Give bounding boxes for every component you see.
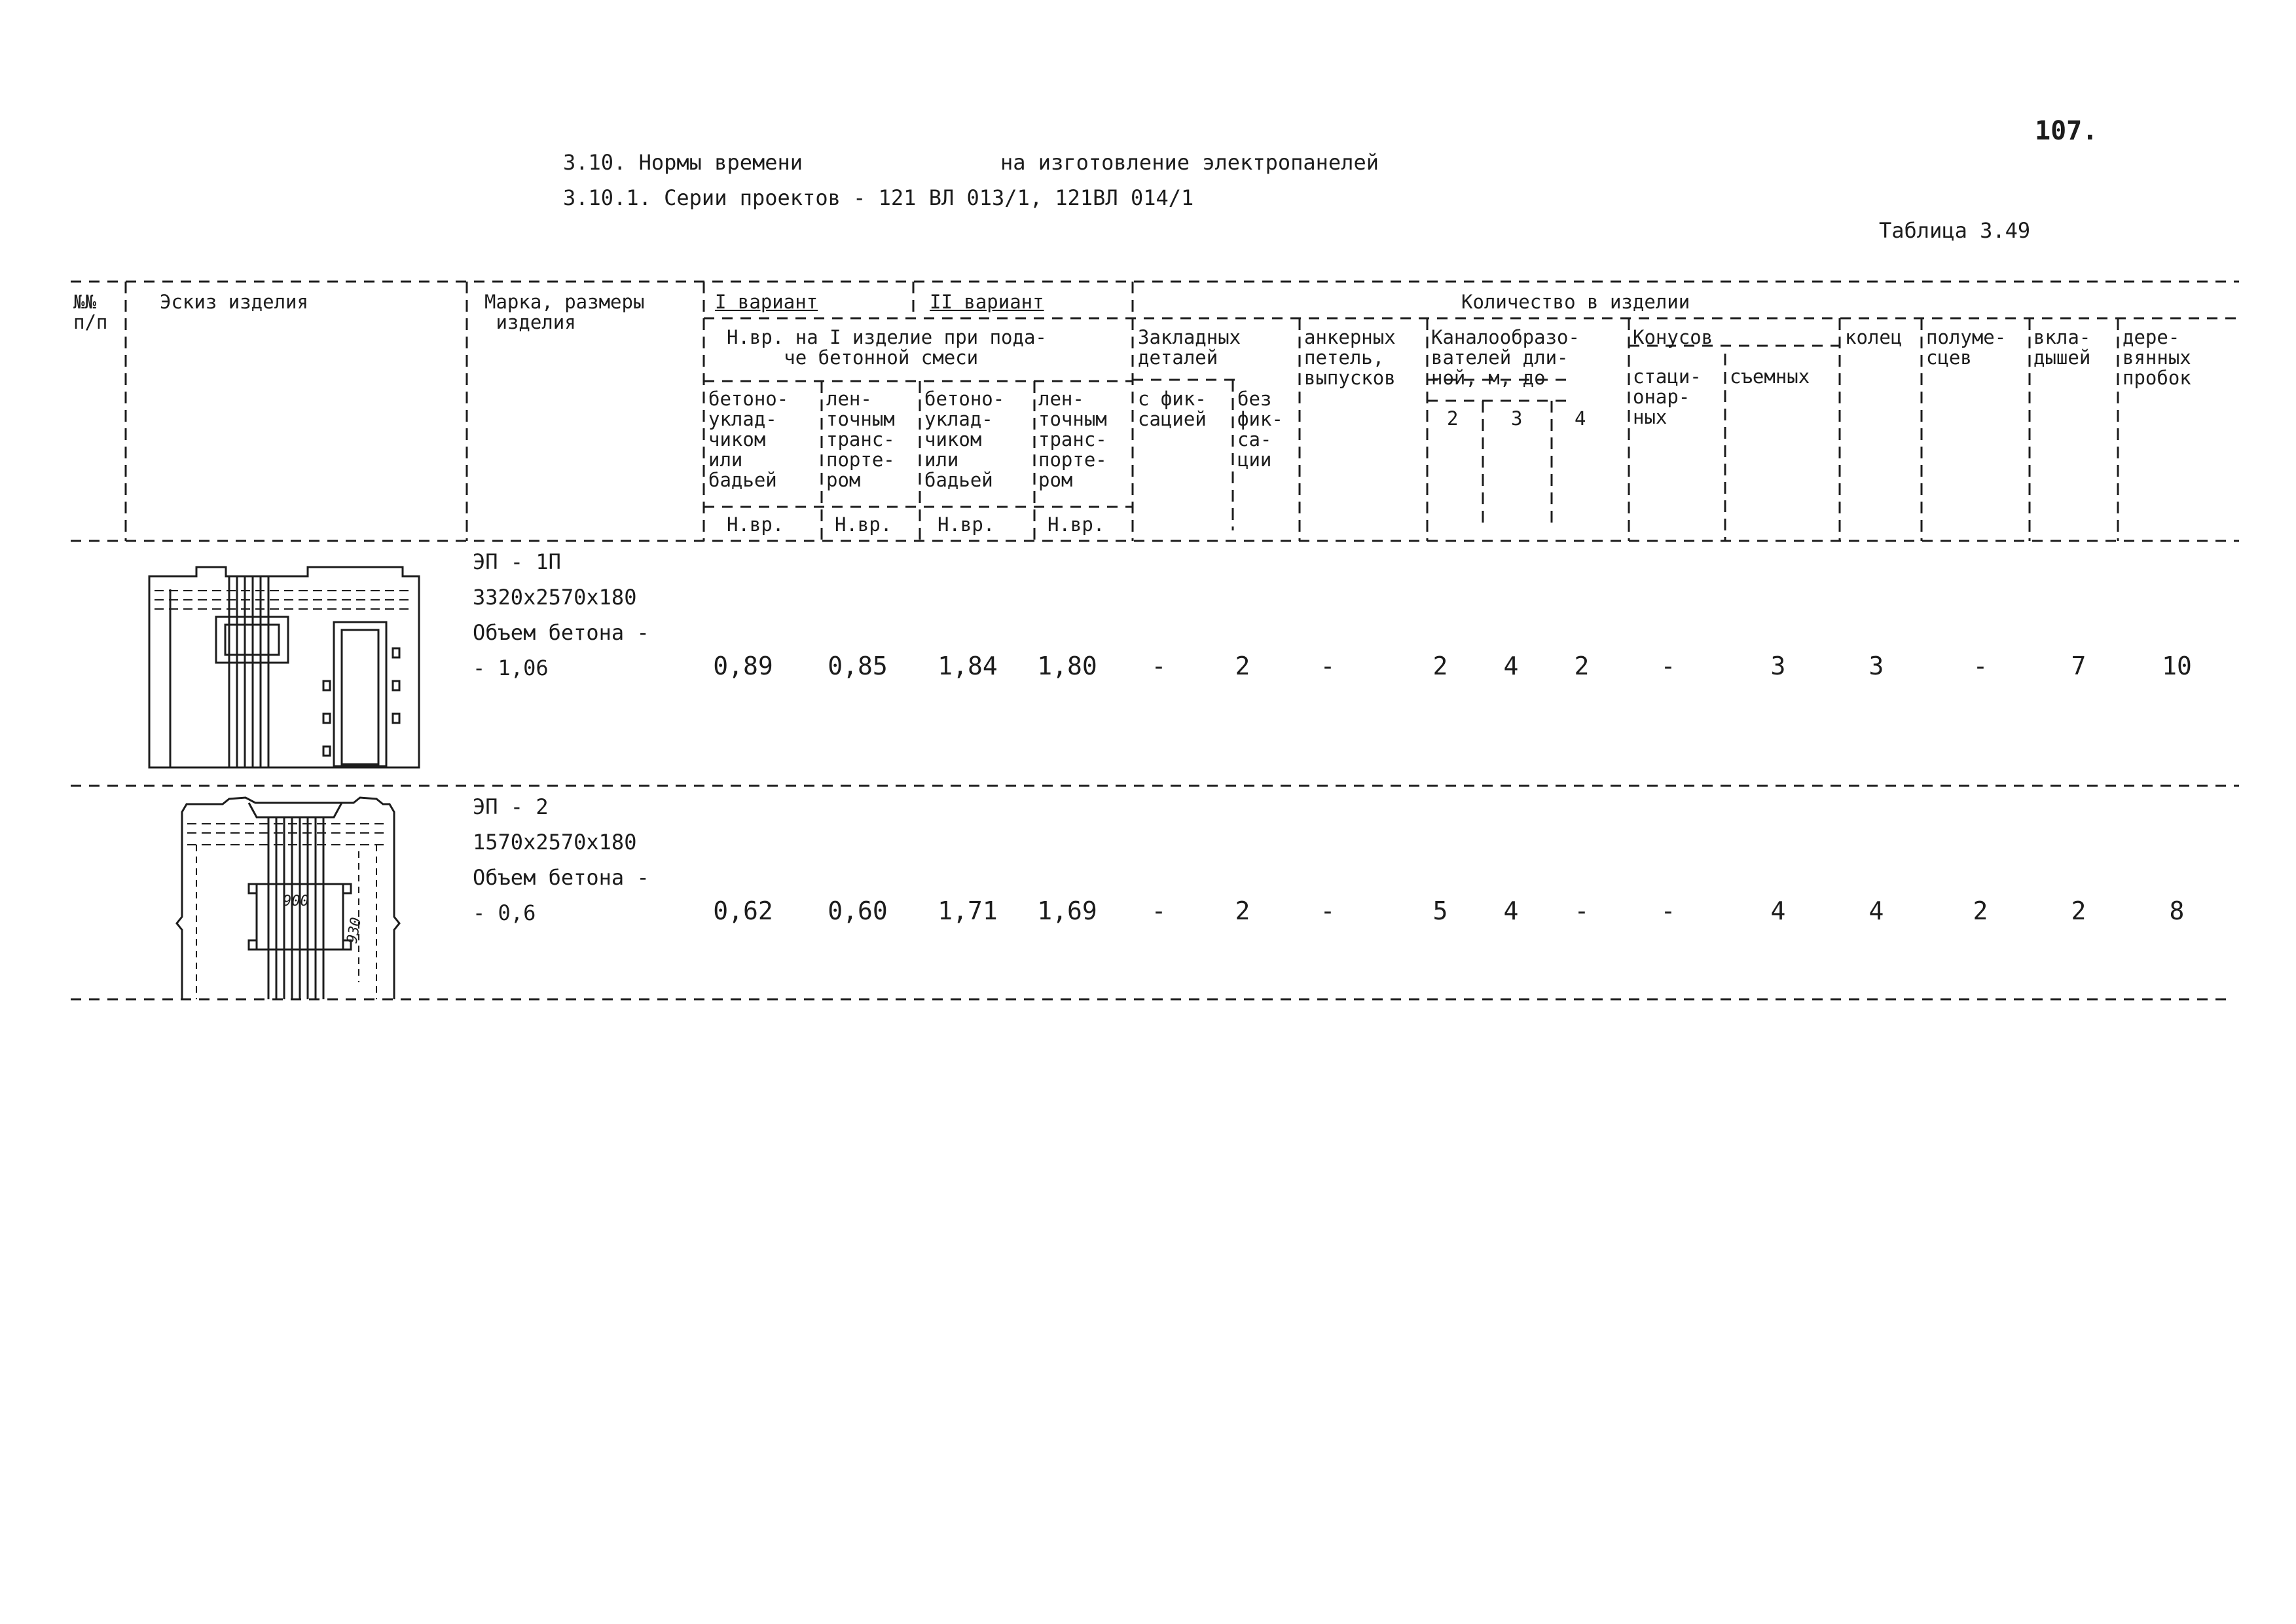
row2-with-fixation: -	[1151, 896, 1167, 925]
header-variant-2: II вариант	[930, 291, 1044, 313]
row1-anchor-loops: -	[1320, 652, 1336, 680]
header-cones: Конусов	[1633, 326, 1713, 348]
header-without-fixation: без фик- са- ции	[1237, 388, 1283, 471]
row2-cones-removable: 4	[1770, 896, 1786, 925]
row2-inserts: 2	[2071, 896, 2086, 925]
row2-semi-sleeves: 2	[1973, 896, 1988, 925]
header-norm-time: Н.вр. на I изделие при пода- че бетонной смеси	[727, 326, 1047, 369]
header-sketch: Эскиз изделия	[160, 291, 308, 313]
header-num: №№ п/п	[73, 291, 108, 333]
header-cones-removable: съемных	[1730, 365, 1810, 388]
header-variant-1: I вариант	[715, 291, 818, 313]
row1-wood-plugs: 10	[2162, 652, 2192, 680]
row2-rings: 4	[1868, 896, 1884, 925]
row2-mark: ЭП - 2	[473, 794, 549, 819]
row2-v2-belt-nvr: 1,69	[1037, 896, 1097, 925]
row1-mark: ЭП - 1П	[473, 549, 561, 574]
title-line1-left: 3.10. Нормы времени	[563, 150, 803, 175]
header-inserts: вкла- дышей	[2033, 326, 2091, 369]
row1-cones-stationary: -	[1660, 652, 1676, 680]
header-quantity: Количество в изделии	[1461, 291, 1690, 313]
row1-v1-concrete-layer-nvr: 0,89	[713, 652, 773, 680]
header-v1-belt-conveyor: лен- точным транс- порте- ром	[826, 388, 895, 491]
header-embedded: Закладных деталей	[1138, 326, 1241, 369]
title-line1-right: на изготовление электропанелей	[1000, 150, 1379, 175]
row2-size: 1570x2570x180	[473, 830, 637, 855]
row2-v1-concrete-layer-nvr: 0,62	[713, 896, 773, 925]
row1-channel-2m: 2	[1432, 652, 1448, 680]
row2-cones-stationary: -	[1660, 896, 1676, 925]
row2-v1-belt-nvr: 0,60	[828, 896, 888, 925]
header-v2-belt-conveyor: лен- точным транс- порте- ром	[1038, 388, 1107, 491]
sketch-ep-1p	[149, 567, 419, 767]
header-nvr-1: Н.вр.	[727, 513, 784, 536]
header-wood-plugs: дере- вянных пробок	[2123, 326, 2191, 389]
header-rings: колец	[1845, 326, 1903, 348]
row2-wood-plugs: 8	[2169, 896, 2185, 925]
row1-size: 3320x2570x180	[473, 585, 637, 610]
row2-volume: - 0,6	[473, 900, 536, 925]
row1-v2-concrete-layer-nvr: 1,84	[938, 652, 998, 680]
header-channel-formers: Каналообразо- вателей дли- ной, м, до	[1431, 326, 1580, 389]
page-number: 107.	[2035, 116, 2098, 146]
header-v1-concrete-layer: бетоно- уклад- чиком или бадьей	[708, 388, 789, 491]
header-length-2: 2	[1447, 407, 1459, 430]
header-with-fixation: с фик- сацией	[1138, 388, 1207, 430]
row2-anchor-loops: -	[1320, 896, 1336, 925]
header-nvr-2: Н.вр.	[835, 513, 892, 536]
table-label: Таблица 3.49	[1879, 218, 2031, 243]
row1-with-fixation: -	[1151, 652, 1167, 680]
header-cones-stationary: стаци- онар- ных	[1633, 365, 1702, 428]
row1-inserts: 7	[2071, 652, 2086, 680]
row1-volume-label: Объем бетона -	[473, 620, 649, 645]
sketch-dim-900: 900	[283, 893, 309, 910]
row1-v2-belt-nvr: 1,80	[1037, 652, 1097, 680]
header-semi-sleeves: полуме- сцев	[1926, 326, 2007, 369]
row1-rings: 3	[1868, 652, 1884, 680]
row1-volume: - 1,06	[473, 655, 549, 680]
row1-without-fixation: 2	[1235, 652, 1250, 680]
row1-v1-belt-nvr: 0,85	[828, 652, 888, 680]
title-line2: 3.10.1. Серии проектов - 121 ВЛ 013/1, 121ВЛ 014/1	[563, 185, 1194, 210]
header-mark: Марка, размеры изделия	[484, 291, 645, 333]
row2-volume-label: Объем бетона -	[473, 865, 649, 890]
header-length-4: 4	[1575, 407, 1586, 430]
row1-channel-4m: 2	[1574, 652, 1590, 680]
header-nvr-3: Н.вр.	[938, 513, 995, 536]
header-nvr-4: Н.вр.	[1048, 513, 1105, 536]
row2-v2-concrete-layer-nvr: 1,71	[938, 896, 998, 925]
header-length-3: 3	[1511, 407, 1523, 430]
row2-channel-3m: 4	[1503, 896, 1519, 925]
row2-channel-2m: 5	[1432, 896, 1448, 925]
row2-without-fixation: 2	[1235, 896, 1250, 925]
row1-channel-3m: 4	[1503, 652, 1519, 680]
row1-semi-sleeves: -	[1973, 652, 1988, 680]
header-anchor-loops: анкерных петель, выпусков	[1304, 326, 1396, 389]
sketch-dim-930: 930	[344, 916, 365, 945]
row1-cones-removable: 3	[1770, 652, 1786, 680]
header-v2-concrete-layer: бетоно- уклад- чиком или бадьей	[924, 388, 1005, 491]
row2-channel-4m: -	[1574, 896, 1590, 925]
